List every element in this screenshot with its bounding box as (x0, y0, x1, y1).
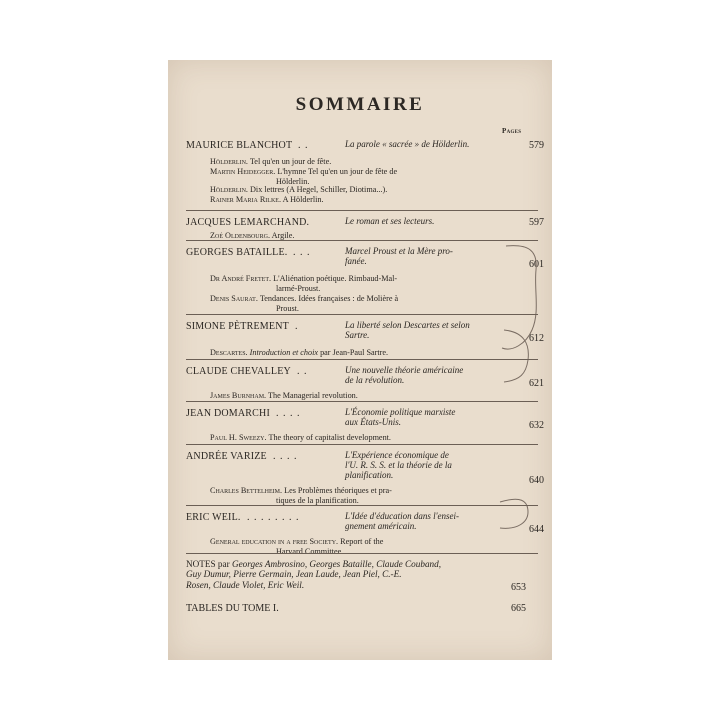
reviewed-title: Argile. (271, 231, 295, 240)
entry-title-line: Une nouvelle théorie américaine (345, 365, 464, 375)
entry-author: ANDRÉE VARIZE (186, 451, 267, 462)
entry-author: GEORGES BATAILLE. (186, 247, 288, 258)
entry-author: ERIC WEIL. (186, 512, 241, 523)
tables-page-number: 665 (511, 603, 526, 614)
reviewed-work (210, 391, 510, 401)
page-title: SOMMAIRE (295, 94, 425, 115)
entry-page-number: 612 (529, 333, 544, 344)
reviewed-work (210, 294, 510, 313)
reviewed-title: L'hymne Tel qu'en un jour de fête de (277, 167, 398, 176)
reviewed-title: The theory of capitalist development. (268, 433, 391, 442)
section-divider (186, 505, 538, 506)
section-divider (186, 401, 538, 402)
reviewed-title-continuation: Hölderlin. (276, 176, 310, 186)
reviewed-author: General education in a free Society. (210, 537, 339, 546)
reviewed-title: L'Aliénation poétique. Rimbaud-Mal- (273, 274, 398, 283)
entry-author: MAURICE BLANCHOT (186, 140, 293, 151)
notes-page-number: 653 (511, 582, 526, 593)
entry-title (345, 511, 510, 531)
reviewed-author: Hölderlin. (210, 157, 248, 166)
leader-dots: . . . (293, 247, 311, 258)
entry-page-number: 601 (529, 259, 544, 270)
pencil-bracket-mark (498, 240, 552, 530)
notes-entry (186, 559, 486, 590)
reviewed-author: James Burnham. (210, 391, 267, 400)
reviewed-work (210, 167, 510, 186)
entry-author: JACQUES LEMARCHAND. (186, 217, 310, 228)
tables-entry: TABLES DU TOME I. (186, 603, 279, 614)
reviewed-author: Rainer Maria Rilke. (210, 195, 282, 204)
entry-page-number: 632 (529, 420, 544, 431)
leader-dots: . . (298, 140, 309, 151)
pages-column-header: Pages (502, 127, 522, 135)
leader-dots: . . . . . . . . (247, 512, 300, 523)
entry-title-line: Le roman et ses lecteurs. (345, 216, 435, 226)
reviewed-work (210, 274, 510, 293)
entry-heading (186, 320, 546, 344)
entry-title (345, 216, 510, 226)
entry-title (345, 450, 510, 480)
section-divider (186, 444, 538, 445)
entry-title-line: L'Économie politique marxiste (345, 407, 456, 417)
entry-heading (186, 365, 546, 389)
reviewed-title: Les Problèmes théoriques et pra- (284, 486, 392, 495)
entry-page-number: 621 (529, 378, 544, 389)
entry-title-line: gnement américain. (345, 521, 417, 531)
reviewed-author: Denis Saurat. (210, 294, 258, 303)
section-divider (186, 210, 538, 211)
reviewed-work (210, 185, 510, 195)
entry-title (345, 320, 510, 340)
entry-title-line: aux États-Unis. (345, 417, 401, 427)
section-divider (186, 553, 538, 554)
entry-title-line: L'Expérience économique de (345, 450, 449, 460)
entry-page-number: 597 (529, 217, 544, 228)
reviewed-author: Paul H. Sweezy. (210, 433, 267, 442)
section-divider (186, 359, 538, 360)
entry-heading (186, 511, 546, 535)
entry-title-line: planification. (345, 470, 394, 480)
section-divider (186, 314, 538, 315)
entry-author: CLAUDE CHEVALLEY (186, 366, 291, 377)
leader-dots: . . (297, 366, 308, 377)
reviewed-author: Hölderlin. (210, 185, 248, 194)
notes-names-line-3: Rosen, Claude Violet, Eric Weil. (186, 579, 305, 590)
reviewed-title-tail: par Jean-Paul Sartre. (320, 348, 389, 357)
entry-heading (186, 246, 546, 270)
reviewed-title: The Managerial revolution. (268, 391, 358, 400)
entry-title (345, 365, 510, 385)
leader-dots: . (295, 321, 299, 332)
reviewed-title-continuation: Harvard Committee. (276, 546, 344, 556)
reviewed-title: A Hölderlin. (282, 195, 324, 204)
reviewed-title: Tel qu'en un jour de fête. (249, 157, 332, 166)
reviewed-title: Tendances. Idées françaises : de Molière à (259, 294, 399, 303)
entry-page-number: 640 (529, 475, 544, 486)
entry-title-line: de la révolution. (345, 375, 405, 385)
reviewed-title: Report of the (340, 537, 384, 546)
entry-author: SIMONE PÈTREMENT (186, 321, 289, 332)
entry-title-line: Sartre. (345, 330, 370, 340)
leader-dots: . . . . (276, 408, 301, 419)
reviewed-work (210, 157, 510, 167)
reviewed-author: Descartes. (210, 348, 248, 357)
entry-page-number: 644 (529, 524, 544, 535)
entry-title-line: Marcel Proust et la Mère pro- (345, 246, 453, 256)
leader-dots: . . . . (273, 451, 298, 462)
entry-heading (186, 139, 546, 153)
notes-prefix: par (217, 559, 230, 569)
book-page (168, 60, 552, 660)
notes-names-line-2: Guy Dumur, Pierre Germain, Jean Laude, Jean Piel, C.-E. (186, 569, 402, 580)
entry-heading (186, 450, 546, 486)
entry-title-line: fanée. (345, 256, 367, 266)
reviewed-title: Introduction et choix (249, 348, 319, 357)
reviewed-author: Zoé Oldenbourg. (210, 231, 271, 240)
entry-title-line: L'Idée d'éducation dans l'ensei- (345, 511, 459, 521)
reviewed-title-continuation: larmé-Proust. (276, 283, 321, 293)
reviewed-title-continuation: Proust. (276, 303, 299, 313)
reviewed-work (210, 348, 510, 358)
reviewed-author: Dr André Fretet. (210, 274, 272, 283)
entry-title-line: La liberté selon Descartes et selon (345, 320, 470, 330)
reviewed-author: Martin Heidegger. (210, 167, 276, 176)
entry-title (345, 246, 510, 266)
reviewed-title: Dix lettres (A Hegel, Schiller, Diotima...). (250, 185, 388, 194)
section-divider (186, 240, 538, 241)
entry-heading (186, 216, 546, 230)
entry-title-line: La parole « sacrée » de Hölderlin. (345, 139, 470, 149)
reviewed-title-continuation: tiques de la planification. (276, 495, 359, 505)
entry-title (345, 139, 510, 149)
reviewed-work (210, 486, 510, 505)
notes-label: NOTES (186, 559, 216, 569)
entry-page-number: 579 (529, 140, 544, 151)
notes-names-line-1: Georges Ambrosino, Georges Bataille, Claude Couband, (231, 559, 442, 569)
reviewed-author: Charles Bettelheim. (210, 486, 283, 495)
entry-heading (186, 407, 546, 431)
reviewed-work (210, 433, 510, 443)
entry-title-line: l'U. R. S. S. et la théorie de la (345, 460, 452, 470)
entry-author: JEAN DOMARCHI (186, 408, 270, 419)
entry-title (345, 407, 510, 427)
reviewed-work (210, 195, 510, 205)
